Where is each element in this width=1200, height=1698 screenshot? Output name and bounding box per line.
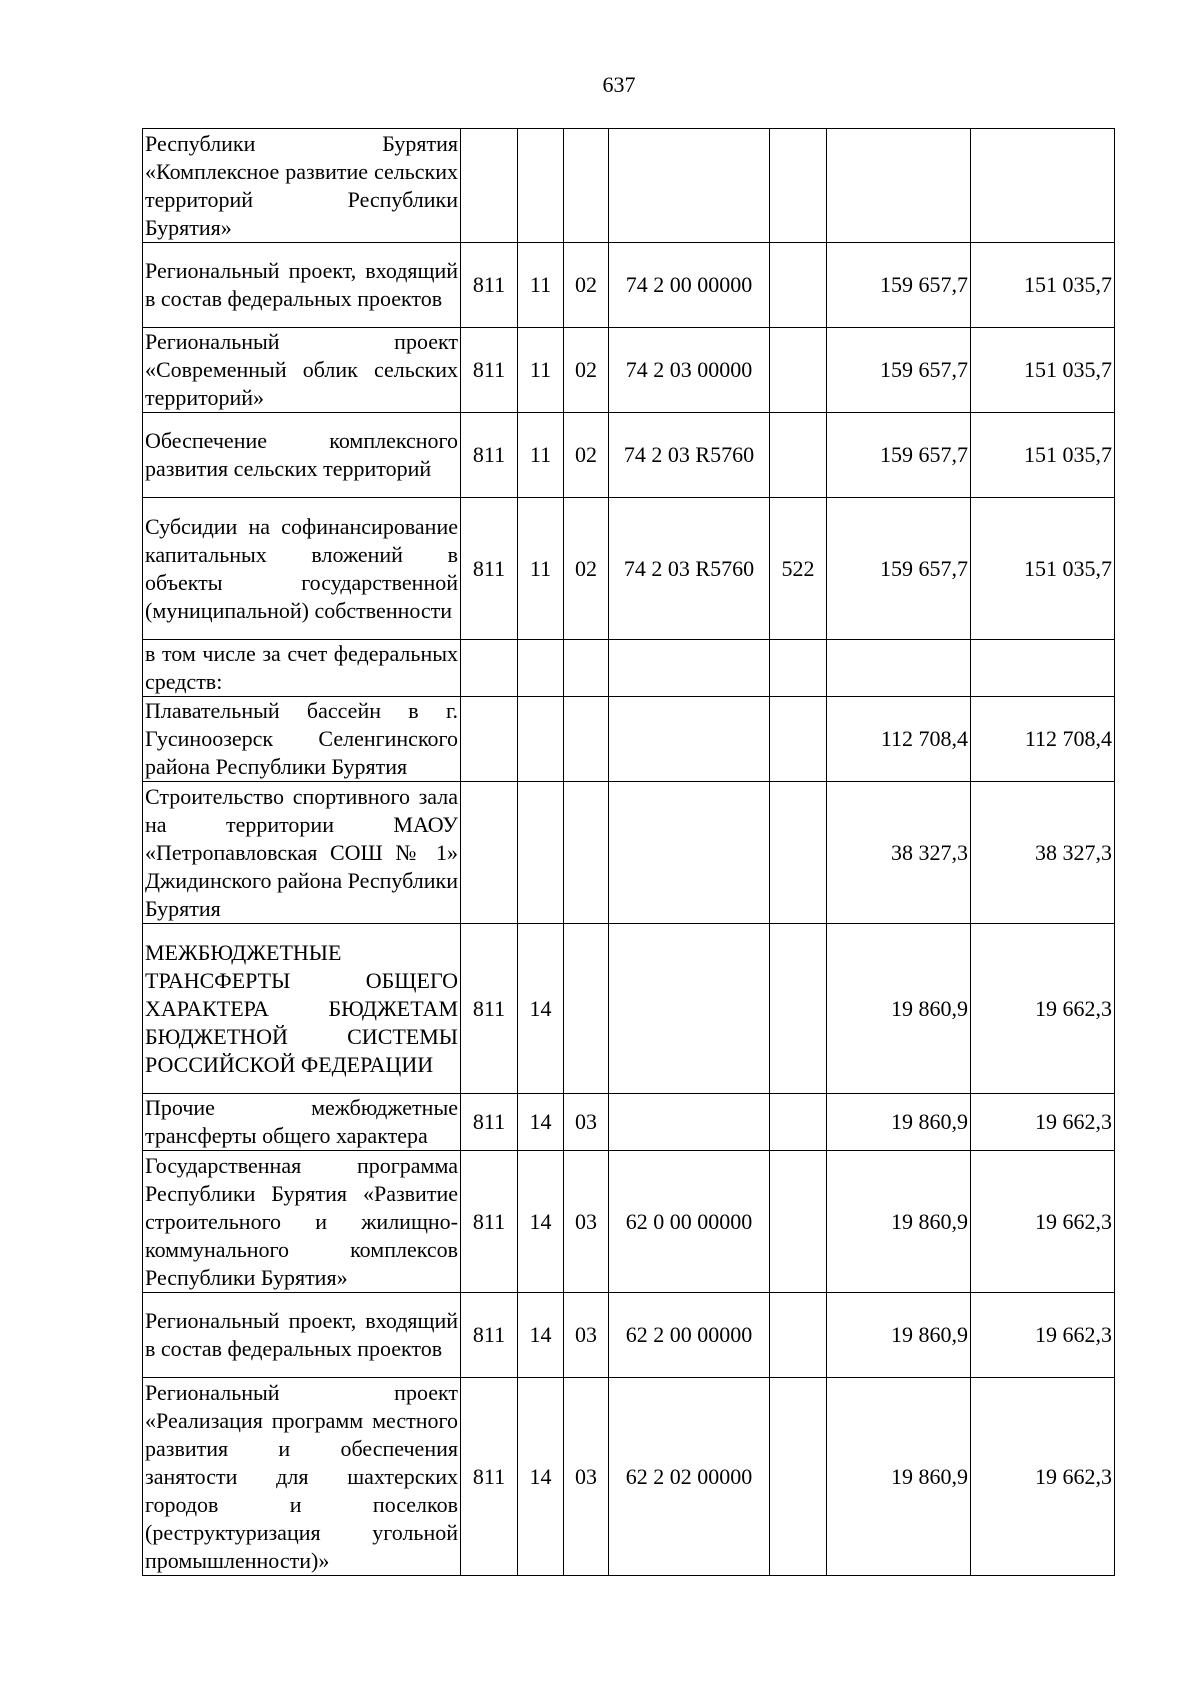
amount-year-1: 159 657,7: [827, 328, 971, 413]
subsection-code: 02: [564, 498, 609, 640]
row-name: Региональный проект «Реализация программ местного развития и обеспечения занятости для шахтерских городов и поселков (реструктуризация угольной промышленности)»: [143, 1378, 461, 1576]
section-code: [518, 697, 564, 782]
dept-code: [461, 129, 518, 243]
subsection-code: 02: [564, 243, 609, 328]
table-row: [143, 243, 1115, 328]
expense-type-code: [770, 1293, 827, 1378]
row-name: МЕЖБЮДЖЕТНЫЕ ТРАНСФЕРТЫ ОБЩЕГО ХАРАКТЕРА БЮДЖЕТАМ БЮДЖЕТНОЙ СИСТЕМЫ РОССИЙСКОЙ ФЕДЕРАЦИИ: [143, 924, 461, 1094]
amount-year-2: 19 662,3: [971, 924, 1115, 1094]
amount-year-1: 159 657,7: [827, 498, 971, 640]
row-name: в том числе за счет федеральных средств:: [143, 640, 461, 697]
section-code: [518, 782, 564, 924]
page-number: 637: [602, 72, 636, 97]
target-article-code: 62 2 02 00000: [609, 1378, 770, 1576]
expense-type-code: [770, 328, 827, 413]
dept-code: [461, 782, 518, 924]
amount-year-2: 38 327,3: [971, 782, 1115, 924]
budget-table: [142, 128, 1115, 1576]
target-article-code: 74 2 03 00000: [609, 328, 770, 413]
amount-year-2: [971, 640, 1115, 697]
amount-year-2: 19 662,3: [971, 1094, 1115, 1151]
row-name: Плавательный бассейн в г. Гусиноозерск Селенгинского района Республики Бурятия: [143, 697, 461, 782]
amount-year-1: [827, 129, 971, 243]
subsection-code: [564, 129, 609, 243]
dept-code: 811: [461, 413, 518, 498]
section-code: 11: [518, 328, 564, 413]
expense-type-code: [770, 413, 827, 498]
subsection-code: 03: [564, 1151, 609, 1293]
expense-type-code: [770, 697, 827, 782]
expense-type-code: [770, 640, 827, 697]
table-row: [143, 129, 1115, 243]
section-code: 14: [518, 1151, 564, 1293]
table-row: [143, 1094, 1115, 1151]
amount-year-1: 19 860,9: [827, 924, 971, 1094]
amount-year-2: 112 708,4: [971, 697, 1115, 782]
dept-code: 811: [461, 1378, 518, 1576]
section-code: 14: [518, 1094, 564, 1151]
table-row: [143, 924, 1115, 1094]
expense-type-code: [770, 1378, 827, 1576]
row-name: Строительство спортивного зала на территории МАОУ «Петропавловская СОШ № 1» Джидинского района Республики Бурятия: [143, 782, 461, 924]
subsection-code: [564, 640, 609, 697]
section-code: 14: [518, 1378, 564, 1576]
row-name: Республики Бурятия «Комплексное развитие сельских территорий Республики Бурятия»: [143, 129, 461, 243]
table-row: [143, 413, 1115, 498]
row-name: Региональный проект, входящий в состав федеральных проектов: [143, 1293, 461, 1378]
amount-year-2: 151 035,7: [971, 328, 1115, 413]
subsection-code: [564, 924, 609, 1094]
target-article-code: 74 2 03 R5760: [609, 413, 770, 498]
subsection-code: 03: [564, 1094, 609, 1151]
expense-type-code: [770, 782, 827, 924]
dept-code: 811: [461, 1293, 518, 1378]
amount-year-2: [971, 129, 1115, 243]
dept-code: 811: [461, 1151, 518, 1293]
target-article-code: 74 2 00 00000: [609, 243, 770, 328]
amount-year-2: 151 035,7: [971, 413, 1115, 498]
amount-year-2: 151 035,7: [971, 498, 1115, 640]
subsection-code: 03: [564, 1378, 609, 1576]
dept-code: [461, 697, 518, 782]
section-code: 11: [518, 498, 564, 640]
amount-year-1: 19 860,9: [827, 1151, 971, 1293]
expense-type-code: [770, 1094, 827, 1151]
table-row: [143, 640, 1115, 697]
target-article-code: [609, 640, 770, 697]
target-article-code: [609, 1094, 770, 1151]
dept-code: 811: [461, 1094, 518, 1151]
amount-year-2: 151 035,7: [971, 243, 1115, 328]
expense-type-code: [770, 129, 827, 243]
amount-year-2: 19 662,3: [971, 1293, 1115, 1378]
target-article-code: [609, 782, 770, 924]
amount-year-1: 112 708,4: [827, 697, 971, 782]
subsection-code: 02: [564, 328, 609, 413]
subsection-code: [564, 697, 609, 782]
table-row: [143, 498, 1115, 640]
dept-code: 811: [461, 328, 518, 413]
expense-type-code: [770, 1151, 827, 1293]
amount-year-1: 19 860,9: [827, 1094, 971, 1151]
table-row: [143, 1293, 1115, 1378]
section-code: 14: [518, 1293, 564, 1378]
target-article-code: 62 0 00 00000: [609, 1151, 770, 1293]
amount-year-1: 38 327,3: [827, 782, 971, 924]
row-name: Государственная программа Республики Бурятия «Развитие строительного и жилищно-коммунального комплексов Республики Бурятия»: [143, 1151, 461, 1293]
target-article-code: 74 2 03 R5760: [609, 498, 770, 640]
target-article-code: [609, 129, 770, 243]
subsection-code: 02: [564, 413, 609, 498]
amount-year-2: 19 662,3: [971, 1378, 1115, 1576]
target-article-code: 62 2 00 00000: [609, 1293, 770, 1378]
section-code: [518, 129, 564, 243]
amount-year-2: 19 662,3: [971, 1151, 1115, 1293]
row-name: Региональный проект «Современный облик сельских территорий»: [143, 328, 461, 413]
table-row: [143, 1151, 1115, 1293]
table-body: [143, 129, 1115, 1576]
amount-year-1: [827, 640, 971, 697]
target-article-code: [609, 697, 770, 782]
amount-year-1: 159 657,7: [827, 243, 971, 328]
section-code: [518, 640, 564, 697]
table-row: [143, 1378, 1115, 1576]
target-article-code: [609, 924, 770, 1094]
section-code: 11: [518, 413, 564, 498]
amount-year-1: 159 657,7: [827, 413, 971, 498]
dept-code: 811: [461, 243, 518, 328]
expense-type-code: 522: [770, 498, 827, 640]
table-row: [143, 697, 1115, 782]
expense-type-code: [770, 924, 827, 1094]
row-name: Региональный проект, входящий в состав федеральных проектов: [143, 243, 461, 328]
section-code: 11: [518, 243, 564, 328]
table-row: [143, 782, 1115, 924]
dept-code: 811: [461, 924, 518, 1094]
expense-type-code: [770, 243, 827, 328]
dept-code: 811: [461, 498, 518, 640]
subsection-code: 03: [564, 1293, 609, 1378]
dept-code: [461, 640, 518, 697]
row-name: Обеспечение комплексного развития сельских территорий: [143, 413, 461, 498]
amount-year-1: 19 860,9: [827, 1293, 971, 1378]
row-name: Прочие межбюджетные трансферты общего характера: [143, 1094, 461, 1151]
subsection-code: [564, 782, 609, 924]
row-name: Субсидии на софинансирование капитальных вложений в объекты государственной (муниципальной) собственности: [143, 498, 461, 640]
section-code: 14: [518, 924, 564, 1094]
table-row: [143, 328, 1115, 413]
amount-year-1: 19 860,9: [827, 1378, 971, 1576]
